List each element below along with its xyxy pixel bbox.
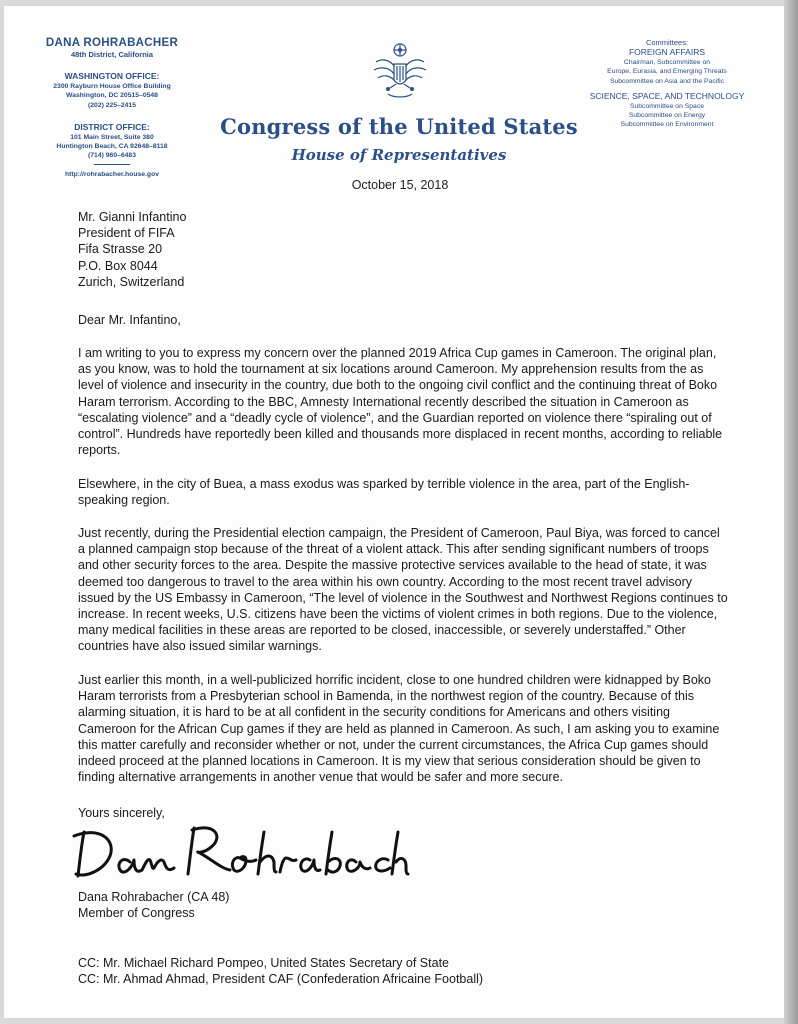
salutation: Dear Mr. Infantino, <box>78 313 181 327</box>
subcommittee-line: Europe, Eurasia, and Emerging Threats <box>607 68 727 76</box>
recipient-line: Mr. Gianni Infantino <box>78 210 187 224</box>
closing: Yours sincerely, <box>78 806 165 820</box>
recipient-line: Zurich, Switzerland <box>78 274 185 289</box>
subcommittee-line: Subcommittee on Space <box>629 102 705 110</box>
divider <box>94 164 130 165</box>
signer-title: Member of Congress <box>78 906 195 921</box>
committees-heading: Committees: <box>645 38 689 47</box>
house-heading: House of Representatives <box>291 146 507 164</box>
subcommittee-line: Subcommittee on Asia and the Pacific <box>609 77 725 85</box>
cc-line: CC: Mr. Ahmad Ahmad, President CAF (Confederation Africaine Football) <box>78 972 484 987</box>
eagle-seal-icon <box>372 40 428 102</box>
signature-block <box>78 889 229 921</box>
washington-address-line: 2300 Rayburn House Office Building <box>53 83 171 91</box>
body-paragraph-3: Just recently, during the Presidential election campaign, the President of Cameroon, Paul Biya, was forced to cancel a planned campaign stop because of the threat of a violent attack. This after sending significant numbers of troops and other security forces to the area. Despite the massive protective services available to the head of state, it was deemed too dangerous to travel to the area within his own country. According to the most recent travel advisory issued by the US Embassy in Cameroon, “The level of violence in the Southwest and Northwest Regions continues to increase. In recent weeks, U.S. citizens have been the victims of violent crimes in both regions. Due to the violence, many medical facilities in these areas are reported to be closed, inaccessible, or severely understaffed.” Other countries have also issued similar warnings. <box>78 526 728 654</box>
page-edge-shadow <box>784 0 798 1024</box>
letterhead-right <box>572 38 762 129</box>
district-address-line: Huntington Beach, CA 92648–8118 <box>56 143 168 151</box>
member-name: DANA ROHRABACHER <box>45 37 179 49</box>
body-paragraph-4: Just earlier this month, in a well-publicized horrific incident, close to one hundred children were kidnapped by Boko Haram terrorists from a Presbyterian school in Bamenda, in the northwest region of the country. Because of this alarming situation, it is hard to be at all confident in the security conditions for Americans and others visiting Cameroon for the African Cup games if they are held as planned in Cameroon. As such, I am asking you to examine this matter carefully and reconsider whether or not, under the current circumstances, the Africa Cup games should indeed proceed at the planned locations in Cameroon. It is my view that serious consideration should be given to finding alternative arrangements in another venue that would be safer and more secure. <box>78 673 720 785</box>
district-address-line: 101 Main Street, Suite 380 <box>70 133 154 141</box>
district: 48th District, California <box>70 50 154 59</box>
body-paragraph-1: I am writing to you to express my concern over the planned 2019 Africa Cup games in Cameroon. The original plan, as you know, was to hold the tournament at six locations around Cameroon. My apprehension results from the as level of violence and insecurity in the country, due both to the ongoing civil conflict and the continuing threat of Boko Haram terrorism. According to the BBC, Amnesty International recently described the situation in Cameroon as “escalating violence” and a “deadly cycle of violence”, and the Guardian reported on violence there “spiraling out of control”. Hundreds have reportedly been killed and thousands more displaced in recent months, according to reliable reports. <box>78 346 723 458</box>
letterhead-left <box>32 36 192 180</box>
washington-office-heading: WASHINGTON OFFICE: <box>64 71 160 82</box>
recipient-line: P.O. Box 8044 <box>78 258 158 273</box>
washington-address-line: Washington, DC 20515–0548 <box>66 92 158 100</box>
subcommittee-line: Subcommittee on Energy <box>628 112 706 120</box>
cc-line: CC: Mr. Michael Richard Pompeo, United States Secretary of State <box>78 956 449 970</box>
recipient-line: Fifa Strasse 20 <box>78 242 163 257</box>
district-phone: (714) 960–6483 <box>88 152 136 160</box>
subcommittee-line: Subcommittee on Environment <box>620 121 714 129</box>
committee-foreign-affairs: FOREIGN AFFAIRS <box>628 47 706 58</box>
committee-science: SCIENCE, SPACE, AND TECHNOLOGY <box>589 90 745 101</box>
washington-phone: (202) 225–2415 <box>88 101 136 109</box>
body-paragraph-2: Elsewhere, in the city of Buea, a mass exodus was sparked by terrible violence in the area, part of the English-speaking region. <box>78 477 690 508</box>
cc-list <box>78 955 483 987</box>
recipient-line: President of FIFA <box>78 226 175 241</box>
letter-date: October 15, 2018 <box>351 178 449 192</box>
subcommittee-line: Chairman, Subcommittee on <box>623 59 711 67</box>
signer-name: Dana Rohrabacher (CA 48) <box>78 890 230 904</box>
district-office-heading: DISTRICT OFFICE: <box>74 121 150 132</box>
recipient-address <box>78 209 186 290</box>
handwritten-signature <box>70 818 410 882</box>
congress-heading: Congress of the United States <box>220 114 578 139</box>
website-link[interactable]: http://rohrabacher.house.gov <box>64 171 160 179</box>
